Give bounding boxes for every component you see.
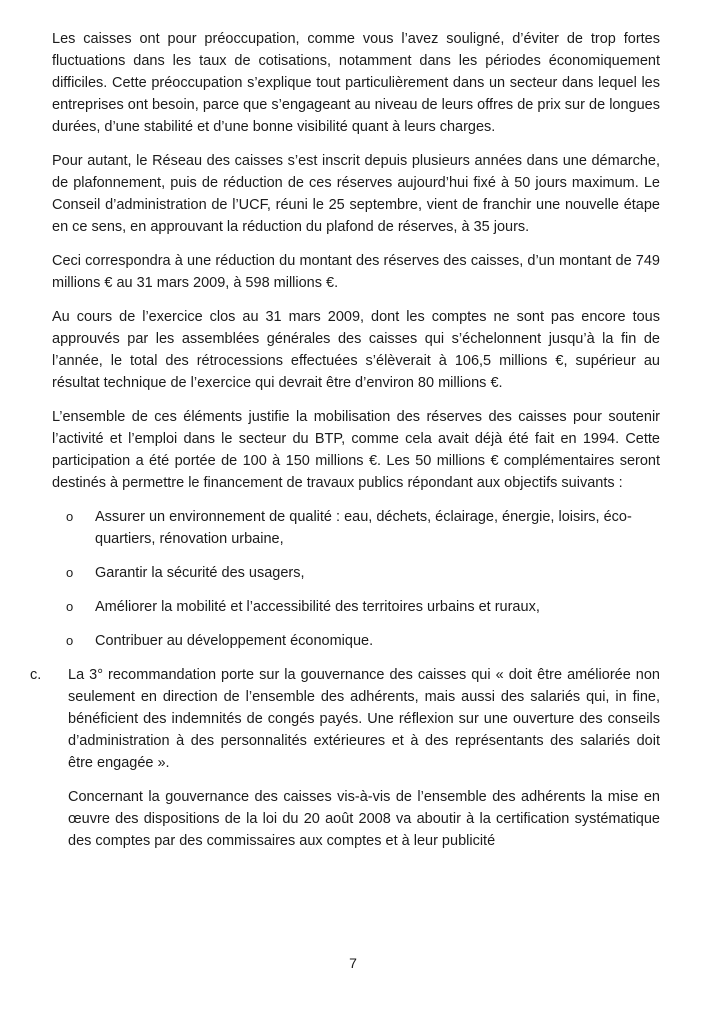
- paragraph-2: Pour autant, le Réseau des caisses s’est inscrit depuis plusieurs années dans une démarche, de plafonnement, puis de réduction de ces réserves aujourd’hui fixé à 50 jours maximum. Le Conseil d’administration de l’UCF, réuni le 25 septembre, vient de franchir une nouvelle étape en ce sens, en approuvant la réduction du plafond de réserves, à 35 jours.: [52, 153, 660, 235]
- paragraph-4: Au cours de l’exercice clos au 31 mars 2009, dont les comptes ne sont pas encore tous approuvés par les assemblées générales des caisses qui s’échelonnent jusqu’à la fin de l’année, le total des rétrocessions effectuées s’élèverait à 106,5 millions €, supérieur au résultat technique de l’exercice qui devrait être d’environ 80 millions €.: [52, 309, 660, 391]
- bullet-list: [66, 506, 660, 652]
- bullet-item-text: Garantir la sécurité des usagers,: [95, 565, 305, 581]
- bullet-item-text: Améliorer la mobilité et l’accessibilité des territoires urbains et ruraux,: [95, 599, 540, 615]
- bullet-item-2: [66, 562, 660, 584]
- list-item-c: [30, 664, 660, 774]
- bullet-marker: o: [66, 599, 74, 614]
- bullet-marker: o: [66, 633, 74, 648]
- bullet-item-4: [66, 630, 660, 652]
- bullet-marker: o: [66, 509, 74, 524]
- bullet-marker: o: [66, 565, 74, 580]
- paragraph-1: Les caisses ont pour préoccupation, comme vous l’avez souligné, d’éviter de trop fortes fluctuations dans les taux de cotisations, notamment dans les périodes économiquement difficiles. Cette préoccupation s’explique tout particulièrement dans un secteur dans lequel les entreprises ont besoin, parce que s’engageant au niveau de leurs offres de prix sur de longues durées, d’une stabilité et d’une bonne visibilité quant à leurs charges.: [52, 31, 660, 135]
- list-item-c-label: c.: [30, 667, 42, 683]
- paragraph-3: Ceci correspondra à une réduction du montant des réserves des caisses, d’un montant de 749 millions € au 31 mars 2009, à 598 millions €.: [52, 253, 660, 291]
- paragraph-5: L’ensemble de ces éléments justifie la mobilisation des réserves des caisses pour soutenir l’activité et l’emploi dans le secteur du BTP, comme cela avait déjà été fait en 1994. Cette participation a été portée de 100 à 150 millions €. Les 50 millions € complémentaires seront destinés à permettre le financement de travaux publics répondant aux objectifs suivants :: [52, 409, 660, 491]
- bullet-item-1: [66, 506, 660, 550]
- bullet-item-3: [66, 596, 660, 618]
- closing-paragraph: Concernant la gouvernance des caisses vis-à-vis de l’ensemble des adhérents la mise en œuvre des dispositions de la loi du 20 août 2008 va aboutir à la certification systématique des comptes par des commissaires aux comptes et à leur publicité: [68, 789, 660, 849]
- page-number: 7: [349, 955, 357, 971]
- bullet-item-text: Assurer un environnement de qualité : eau, déchets, éclairage, énergie, loisirs, éco-quartiers, rénovation urbaine,: [95, 509, 632, 547]
- bullet-item-text: Contribuer au développement économique.: [95, 633, 374, 649]
- list-item-c-text: La 3° recommandation porte sur la gouvernance des caisses qui « doit être améliorée non seulement en direction de l’ensemble des adhérents, mais aussi des salariés qui, in fine, bénéficient des indemnités de congés payés. Une réflexion sur une ouverture des conseils d’administration à des personnalités extérieures et à des représentants des salariés doit être engagée ».: [68, 667, 660, 771]
